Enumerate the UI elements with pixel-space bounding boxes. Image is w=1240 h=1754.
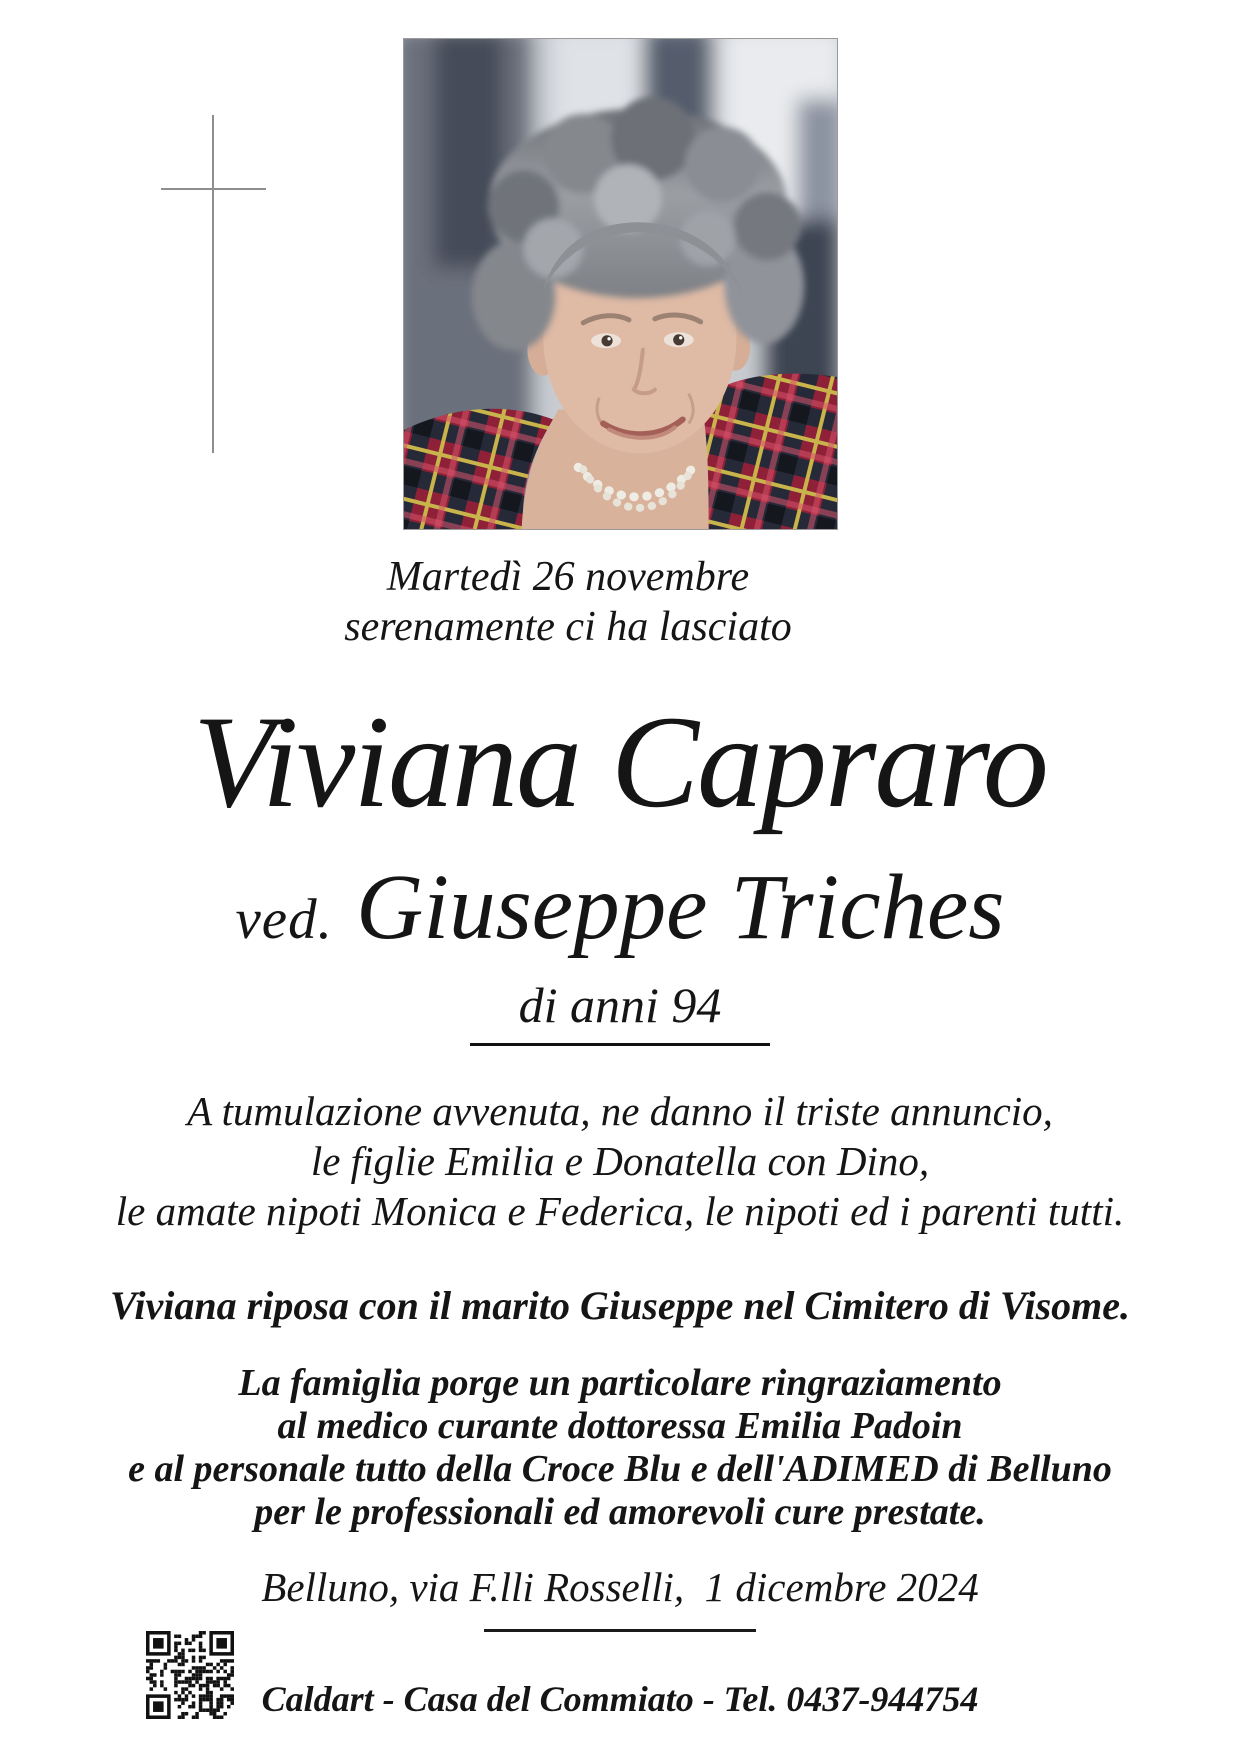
death-announcement-intro bbox=[0, 552, 1188, 652]
intro-line-1: Martedì 26 novembre bbox=[386, 554, 750, 600]
announcement-line-3: le amate nipoti Monica e Federica, le nipoti ed i parenti tutti. bbox=[115, 1188, 1125, 1234]
intro-line-2: serenamente ci ha lasciato bbox=[344, 604, 792, 650]
announcement-line-1: A tumulazione avvenuta, ne danno il triste annuncio, bbox=[187, 1088, 1053, 1134]
thanks-line-1: La famiglia porge un particolare ringraziamento bbox=[238, 1362, 1002, 1404]
funeral-home-info: Caldart - Casa del Commiato - Tel. 0437-944754 bbox=[261, 1679, 979, 1719]
spouse-line bbox=[0, 858, 1240, 970]
age-divider bbox=[470, 1043, 770, 1046]
thanks-paragraph bbox=[0, 1362, 1240, 1534]
thanks-line-4: per le professionali ed amorevoli cure prestate. bbox=[254, 1491, 986, 1533]
place-date-line: Belluno, via F.lli Rosselli, 1 dicembre 2024 bbox=[261, 1564, 979, 1610]
portrait-photo bbox=[403, 38, 838, 530]
thanks-line-3: e al personale tutto della Croce Blu e dell'ADIMED di Belluno bbox=[128, 1448, 1112, 1490]
family-announcement bbox=[0, 1086, 1240, 1236]
spouse-name: Giuseppe Triches bbox=[356, 856, 1005, 959]
age-line: di anni 94 bbox=[518, 977, 722, 1033]
deceased-name: Viviana Capraro bbox=[193, 688, 1047, 835]
announcement-line-2: le figlie Emilia e Donatella con Dino, bbox=[310, 1138, 930, 1184]
resting-place-line: Viviana riposa con il marito Giuseppe nel Cimitero di Visome. bbox=[109, 1283, 1131, 1328]
thanks-line-2: al medico curante dottoressa Emilia Padoin bbox=[277, 1405, 963, 1447]
cross-vertical-bar bbox=[212, 115, 214, 453]
cross-horizontal-bar bbox=[161, 188, 266, 190]
footer-divider bbox=[484, 1629, 756, 1632]
widow-prefix: ved. bbox=[235, 888, 333, 951]
